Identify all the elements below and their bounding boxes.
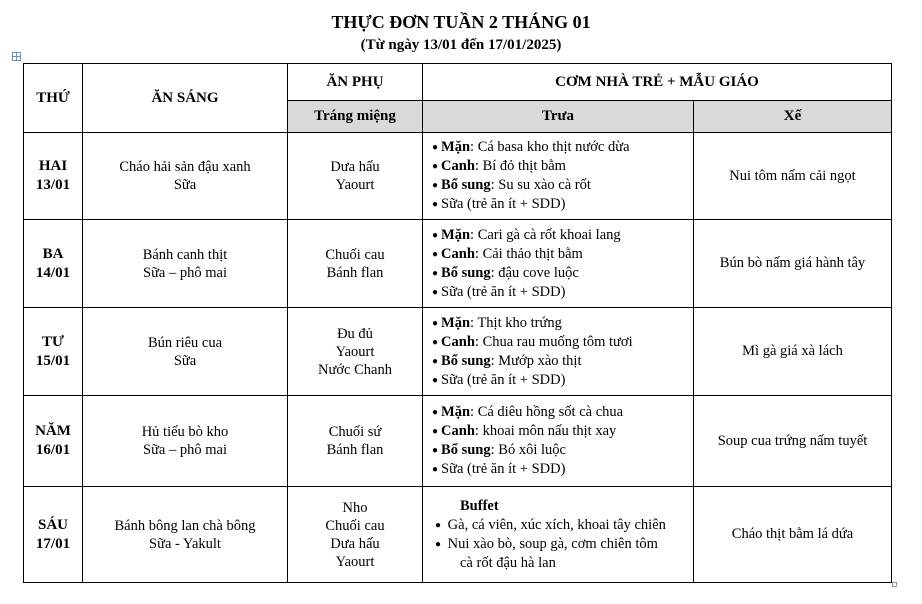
- lunch-cell: ● Mặn: Cari gà cà rốt khoai lang ● Canh: Cải thảo thịt bằm ● Bổ sung: đậu cove luộc ● Sữa (trẻ ăn ít + SDD): [423, 220, 694, 308]
- dessert-cell: Chuối cau Bánh flan: [288, 220, 423, 308]
- header-breakfast: ĂN SÁNG: [83, 64, 288, 133]
- dessert-cell: Dưa hấu Yaourt: [288, 133, 423, 220]
- lunch-cell: ● Mặn: Cá basa kho thịt nước dừa ● Canh: Bí đỏ thịt bằm ● Bổ sung: Su su xào cà rốt ● Sữa (trẻ ăn ít + SDD): [423, 133, 694, 220]
- table-row: [24, 220, 892, 308]
- header-afternoon: Xế: [694, 101, 892, 133]
- header-side-meal: ĂN PHỤ: [288, 64, 423, 101]
- day-cell: NĂM 16/01: [24, 396, 83, 487]
- weekly-menu-table: [23, 63, 892, 583]
- day-cell: TƯ 15/01: [24, 308, 83, 396]
- afternoon-cell: Nui tôm nấm cải ngọt: [694, 133, 892, 220]
- header-lunch: Trưa: [423, 101, 694, 133]
- header-day: THỨ: [24, 64, 83, 133]
- afternoon-cell: Bún bò nấm giá hành tây: [694, 220, 892, 308]
- lunch-cell: Buffet ● Gà, cá viên, xúc xích, khoai tây chiên ● Nui xào bò, soup gà, cơm chiên tôm cà rốt đậu hà lan: [423, 487, 694, 583]
- table-row: [24, 308, 892, 396]
- table-resize-handle-icon[interactable]: [892, 582, 897, 587]
- table-row: [24, 396, 892, 487]
- breakfast-cell: Cháo hải sản đậu xanh Sữa: [83, 133, 288, 220]
- dessert-cell: Đu đủ Yaourt Nước Chanh: [288, 308, 423, 396]
- menu-date-range: (Từ ngày 13/01 đến 17/01/2025): [360, 37, 562, 53]
- header-main-meal: CƠM NHÀ TRẺ + MẪU GIÁO: [423, 64, 892, 101]
- afternoon-cell: Mì gà giá xà lách: [694, 308, 892, 396]
- buffet-title: Buffet: [460, 497, 499, 514]
- breakfast-cell: Bún riêu cua Sữa: [83, 308, 288, 396]
- day-cell: HAI 13/01: [24, 133, 83, 220]
- menu-title: THỰC ĐƠN TUẦN 2 THÁNG 01: [331, 12, 591, 32]
- breakfast-cell: Hủ tiếu bò kho Sữa – phô mai: [83, 396, 288, 487]
- dessert-cell: Nho Chuối cau Dưa hấu Yaourt: [288, 487, 423, 583]
- breakfast-cell: Bánh canh thịt Sữa – phô mai: [83, 220, 288, 308]
- table-row: [24, 487, 892, 583]
- lunch-cell: ● Mặn: Cá diêu hồng sốt cà chua ● Canh: khoai môn nấu thịt xay ● Bổ sung: Bó xôi luộc ● Sữa (trẻ ăn ít + SDD): [423, 396, 694, 487]
- table-move-handle-icon[interactable]: [12, 52, 21, 61]
- dessert-cell: Chuối sứ Bánh flan: [288, 396, 423, 487]
- table-row: [24, 133, 892, 220]
- day-cell: SÁU 17/01: [24, 487, 83, 583]
- afternoon-cell: Cháo thịt bằm lá dứa: [694, 487, 892, 583]
- day-cell: BA 14/01: [24, 220, 83, 308]
- lunch-cell: ● Mặn: Thịt kho trứng ● Canh: Chua rau muống tôm tươi ● Bổ sung: Mướp xào thịt ● Sữa (trẻ ăn ít + SDD): [423, 308, 694, 396]
- afternoon-cell: Soup cua trứng nấm tuyết: [694, 396, 892, 487]
- header-dessert: Tráng miệng: [288, 101, 423, 133]
- breakfast-cell: Bánh bông lan chà bông Sữa - Yakult: [83, 487, 288, 583]
